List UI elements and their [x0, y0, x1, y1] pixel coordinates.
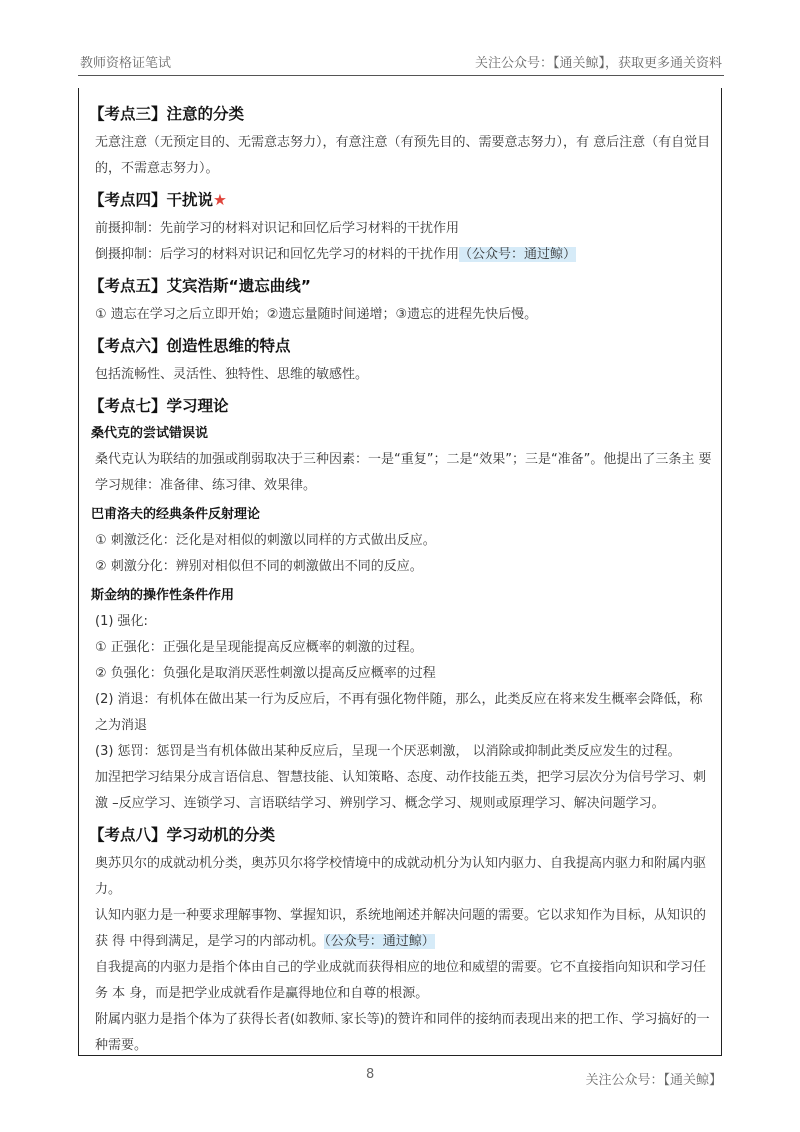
header-left-title: 教师资格证笔试	[80, 56, 172, 71]
section-8-text-3: 自我提高的内驱力是指个体由自己的学业成就而获得相应的地位和威望的需要。它不直接指向知识和学习任务 本 身，而是把学业成就看作是赢得地位和自尊的根源。	[95, 960, 707, 1001]
pavlov-text-2: ② 刺激分化：辨别对相似但不同的刺激做出不同的反应。	[95, 559, 423, 574]
section-8-text-4: 附属内驱力是指个体为了获得长者(如教师､家长等)的赞许和同伴的接纳而表现出来的把工作、学习搞好的一种需要。	[95, 1012, 710, 1053]
header-divider	[78, 75, 724, 76]
skinner-text-1: (1) 强化:	[95, 614, 148, 629]
section-6-title: 【考点六】创造性思维的特点	[89, 337, 291, 355]
thorndike-subtitle: 桑代克的尝试错误说	[91, 426, 209, 441]
page-number: 8	[366, 1067, 375, 1082]
section-4-text-2	[89, 242, 713, 268]
section-8-title: 【考点八】学习动机的分类	[89, 826, 276, 844]
content-box	[78, 88, 722, 1056]
pavlov-text-1: ① 刺激泛化：泛化是对相似的刺激以同样的方式做出反应。	[95, 533, 436, 548]
star-icon: ★	[213, 191, 227, 209]
thorndike-text: 桑代克认为联结的加强或削弱取决于三种因素：一是“重复”；二是“效果”；三是“准备”。他提出了三条主 要 学习规律：准备律、练习律、效果律。	[95, 452, 712, 493]
skinner-text-2: ① 正强化：正强化是呈现能提高反应概率的刺激的过程。	[95, 640, 423, 655]
section-8-text-2-body: 认知内驱力是一种要求理解事物、掌握知识，系统地阐述并解决问题的需要。它以求知作为目标，从知识的获 得 中得到满足，是学习的内部动机。	[95, 908, 707, 949]
wechat-highlight: （公众号：通过鲸）	[459, 247, 577, 262]
section-3-title: 【考点三】注意的分类	[89, 105, 245, 123]
section-8-text-1: 奥苏贝尔的成就动机分类，奥苏贝尔将学校情境中的成就动机分为认知内驱力、自我提高内驱力和附属内驱力。	[95, 856, 707, 897]
pavlov-subtitle: 巴甫洛夫的经典条件反射理论	[91, 507, 261, 522]
skinner-text-4: (2) 消退：有机体在做出某一行为反应后，不再有强化物伴随，那么，此类反应在将来发生概率会降低，称之为消退	[95, 692, 703, 733]
gagne-text: 加涅把学习结果分成言语信息、智慧技能、认知策略、态度、动作技能五类，把学习层次分为信号学习、刺激 –反应学习、连锁学习、言语联结学习、辨别学习、概念学习、规则或原理学习、解决问题学习。	[95, 770, 707, 811]
section-5-text: ① 遗忘在学习之后立即开始；②遗忘量随时间递增；③遗忘的进程先快后慢。	[95, 307, 538, 322]
section-4-text-2-body: 倒摄抑制：后学习的材料对识记和回忆先学习的材料的干扰作用	[95, 247, 460, 262]
wechat-highlight: （公众号：通过鲸）	[324, 934, 435, 949]
section-6-text: 包括流畅性、灵活性、独特性、思维的敏感性。	[95, 367, 369, 382]
section-4-text-1: 前摄抑制：先前学习的材料对识记和回忆后学习材料的干扰作用	[95, 221, 460, 236]
footer-note: 关注公众号：【通关鲸】	[585, 1073, 722, 1088]
section-7-title: 【考点七】学习理论	[89, 397, 229, 415]
skinner-text-3: ② 负强化：负强化是取消厌恶性刺激以提高反应概率的过程	[95, 666, 436, 681]
skinner-text-5: (3) 惩罚：惩罚是当有机体做出某种反应后，呈现一个厌恶刺激， 以消除或抑制此类反应发生的过程。	[95, 744, 681, 759]
section-4-title	[89, 188, 713, 212]
section-5-title: 【考点五】艾宾浩斯“遗忘曲线”	[89, 277, 311, 295]
section-3-text: 无意注意（无预定目的、无需意志努力），有意注意（有预先目的、需要意志努力），有 意后注意（有自觉目的，不需意志努力）。	[95, 135, 711, 176]
header-right-note: 关注公众号：【通关鲸】，获取更多通关资料	[474, 56, 722, 71]
section-8-text-2	[89, 903, 713, 955]
section-4-title-text: 【考点四】干扰说	[89, 191, 214, 209]
skinner-subtitle: 斯金纳的操作性条件作用	[91, 588, 235, 603]
